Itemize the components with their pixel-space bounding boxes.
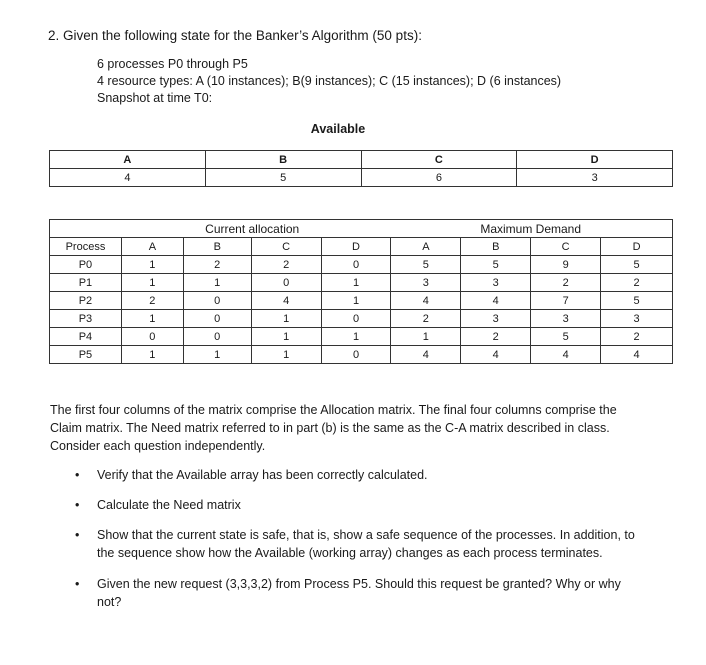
matrix-cell: 1: [251, 310, 321, 328]
question-item: [75, 575, 635, 611]
process-cell: P2: [50, 292, 122, 310]
matrix-cell: 4: [461, 346, 531, 364]
matrix-cell: 0: [251, 274, 321, 292]
matrix-cell: 4: [251, 292, 321, 310]
process-cell: P0: [50, 256, 122, 274]
matrix-cell: 5: [601, 292, 673, 310]
available-header-b: B: [205, 151, 361, 169]
matrix-header-cell: C: [251, 238, 321, 256]
table-row: [50, 328, 673, 346]
available-value-d: 3: [517, 169, 673, 187]
matrix-cell: 1: [121, 274, 183, 292]
available-value-a: 4: [50, 169, 206, 187]
question-list: [75, 466, 635, 611]
matrix-cell: 1: [121, 256, 183, 274]
question-text: Show that the current state is safe, that is, show a safe sequence of the processes. In addition, to the sequence show how the Available (working array) changes as each process terminates.: [97, 528, 635, 560]
process-cell: P4: [50, 328, 122, 346]
matrix-cell: 1: [251, 346, 321, 364]
matrix-cell: 1: [391, 328, 461, 346]
matrix-cell: 2: [251, 256, 321, 274]
bullet-icon: •: [75, 577, 80, 591]
matrix-cell: 2: [531, 274, 601, 292]
matrix-cell: 2: [183, 256, 251, 274]
matrix-cell: 0: [121, 328, 183, 346]
available-header-c: C: [361, 151, 517, 169]
table-row: [50, 346, 673, 364]
question-text: Calculate the Need matrix: [97, 498, 241, 512]
available-table: [49, 150, 673, 187]
matrix-cell: 3: [461, 310, 531, 328]
question-item: [75, 496, 635, 514]
available-title: Available: [310, 122, 366, 136]
question-item: [75, 526, 635, 562]
process-cell: P3: [50, 310, 122, 328]
bullet-icon: •: [75, 528, 80, 542]
matrix-header-cell: C: [531, 238, 601, 256]
available-value-b: 5: [205, 169, 361, 187]
available-value-c: 6: [361, 169, 517, 187]
matrix-cell: 4: [601, 346, 673, 364]
matrix-header-cell: D: [601, 238, 673, 256]
matrix-cell: 5: [391, 256, 461, 274]
matrix-cell: 4: [531, 346, 601, 364]
matrix-cell: 1: [183, 274, 251, 292]
question-heading: 2. Given the following state for the Banker’s Algorithm (50 pts):: [48, 28, 422, 43]
table-row: [50, 274, 673, 292]
matrix-cell: 0: [321, 256, 391, 274]
matrix-header-cell: Process: [50, 238, 122, 256]
matrix-cell: 0: [183, 328, 251, 346]
matrix-cell: 0: [321, 346, 391, 364]
matrix-cell: 3: [531, 310, 601, 328]
table-row: [50, 292, 673, 310]
intro-snapshot: Snapshot at time T0:: [97, 91, 213, 105]
matrix-cell: 0: [183, 292, 251, 310]
question-text: Given the new request (3,3,3,2) from Process P5. Should this request be granted? Why or why not?: [97, 577, 621, 609]
matrix-cell: 2: [461, 328, 531, 346]
matrix-header-cell: B: [183, 238, 251, 256]
matrix-cell: 5: [601, 256, 673, 274]
matrix-cell: 1: [321, 274, 391, 292]
maximum-demand-label: Maximum Demand: [461, 220, 601, 238]
matrix-cell: 1: [121, 310, 183, 328]
matrix-header-cell: D: [321, 238, 391, 256]
matrix-cell: 7: [531, 292, 601, 310]
problem-intro: [97, 56, 561, 107]
allocation-claim-table: [49, 219, 673, 364]
table-row: [50, 256, 673, 274]
available-header-d: D: [517, 151, 673, 169]
matrix-header-row: [50, 238, 673, 256]
matrix-cell: 5: [531, 328, 601, 346]
matrix-cell: 2: [121, 292, 183, 310]
matrix-cell: 2: [391, 310, 461, 328]
matrix-cell: 4: [461, 292, 531, 310]
bullet-icon: •: [75, 498, 80, 512]
matrix-cell: 1: [251, 328, 321, 346]
matrix-cell: 0: [183, 310, 251, 328]
matrix-cell: 1: [321, 292, 391, 310]
matrix-cell: 2: [601, 274, 673, 292]
matrix-cell: 4: [391, 292, 461, 310]
matrix-explanation: The first four columns of the matrix comprise the Allocation matrix. The final four columns comprise the Claim matrix. The Need matrix referred to in part (b) is the same as the C-A matrix described in class. Consider each question independently.: [50, 403, 617, 453]
matrix-cell: 3: [601, 310, 673, 328]
table-row: [50, 310, 673, 328]
matrix-cell: 2: [601, 328, 673, 346]
matrix-cell: 3: [461, 274, 531, 292]
bullet-icon: •: [75, 468, 80, 482]
current-allocation-label: Current allocation: [183, 220, 321, 238]
matrix-cell: 5: [461, 256, 531, 274]
question-text: Verify that the Available array has been correctly calculated.: [97, 468, 428, 482]
matrix-cell: 4: [391, 346, 461, 364]
matrix-cell: 9: [531, 256, 601, 274]
intro-processes: 6 processes P0 through P5: [97, 57, 248, 71]
group-label-row: [50, 220, 673, 238]
matrix-header-cell: A: [121, 238, 183, 256]
matrix-cell: 1: [121, 346, 183, 364]
matrix-cell: 1: [321, 328, 391, 346]
matrix-cell: 0: [321, 310, 391, 328]
process-cell: P5: [50, 346, 122, 364]
available-header-a: A: [50, 151, 206, 169]
process-cell: P1: [50, 274, 122, 292]
matrix-cell: 1: [183, 346, 251, 364]
intro-resource-types: 4 resource types: A (10 instances); B(9 instances); C (15 instances); D (6 instances): [97, 74, 562, 88]
matrix-cell: 3: [391, 274, 461, 292]
matrix-header-cell: A: [391, 238, 461, 256]
matrix-header-cell: B: [461, 238, 531, 256]
question-item: [75, 466, 635, 484]
available-header-row: [50, 151, 673, 169]
available-value-row: [50, 169, 673, 187]
